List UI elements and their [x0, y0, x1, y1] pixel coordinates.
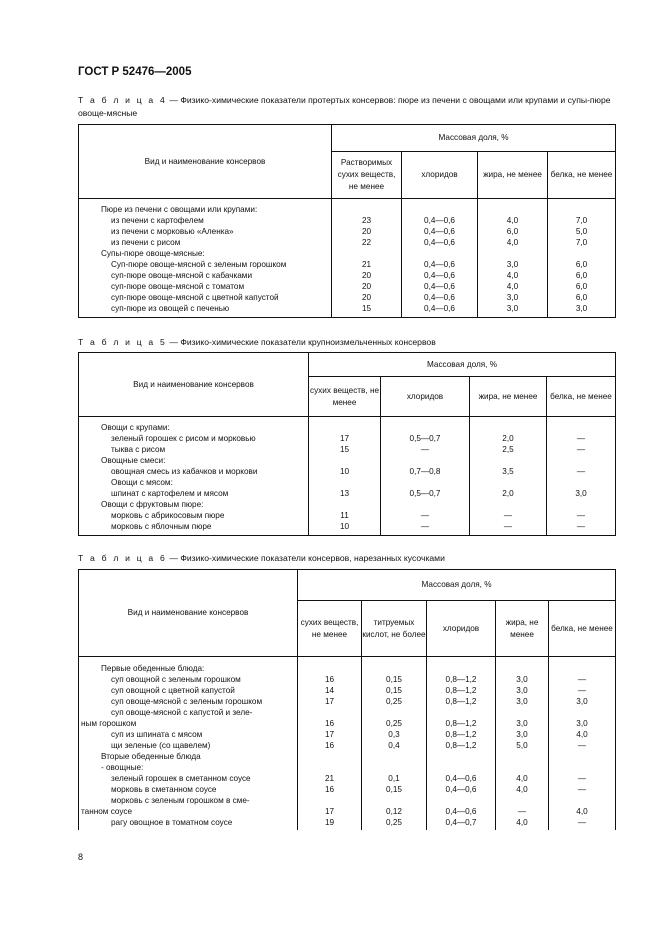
row-value: — [577, 818, 587, 827]
row-value: 0,4—0,6 [445, 807, 477, 816]
row-name: рагу овощное в томатном соусе [111, 818, 233, 827]
row-value [496, 663, 548, 674]
row-value: 3,0 [516, 675, 528, 684]
row-name: Суп-пюре овоще-мясной с зеленым горошком [111, 260, 287, 269]
row-name: Первые обеденные блюда: [101, 664, 205, 673]
row-value: 5,0 [575, 227, 588, 236]
row-name: суп овощной с цветной капустой [111, 686, 235, 695]
row-value: — [420, 522, 430, 531]
row-value: 3,0 [516, 697, 528, 706]
row-value: 0,7—0,8 [409, 467, 441, 476]
row-value: 4,0 [516, 818, 528, 827]
row-name: зеленый горошек с рисом и морковью [111, 434, 256, 443]
row-name: Овощи с мясом: [111, 478, 173, 487]
row-value [549, 795, 615, 806]
row-value: 7,0 [575, 216, 588, 225]
row-value [298, 707, 361, 718]
row-value [298, 751, 361, 762]
row-value [381, 422, 469, 433]
row-value: 0,25 [386, 818, 402, 827]
row-value [548, 248, 615, 259]
row-value: 5,0 [516, 741, 528, 750]
row-value [427, 795, 495, 806]
table-5-col: сухих веществ, не менее [309, 377, 381, 417]
row-value: 6,0 [575, 282, 588, 291]
row-value [362, 795, 426, 806]
row-value [381, 499, 469, 510]
row-value: 0,4—0,6 [424, 293, 455, 302]
row-value [549, 707, 615, 718]
row-value [470, 499, 546, 510]
row-name: танном соусе [81, 807, 133, 816]
row-value [298, 762, 361, 773]
row-value [478, 248, 547, 259]
row-value: 2,5 [502, 445, 514, 454]
row-value: 14 [324, 686, 335, 695]
row-value: 10 [339, 467, 350, 476]
row-name: Вторые обеденные блюда [101, 752, 201, 761]
table-4 [78, 124, 616, 318]
table-6-col: жира, не менее [496, 601, 549, 657]
row-value: 23 [361, 216, 372, 225]
row-value [427, 762, 495, 773]
row-value: — [517, 807, 527, 816]
table-5-body [79, 417, 616, 536]
table-5-head-name: Вид и наименование консервов [79, 353, 309, 417]
row-value: 15 [361, 304, 372, 313]
row-name: щи зеленые (со щавелем) [111, 741, 211, 750]
row-name: из печени с морковью «Аленка» [111, 227, 234, 236]
row-value: 17 [339, 434, 350, 443]
row-value: 15 [339, 445, 350, 454]
row-value: — [577, 774, 587, 783]
table-6-label: Т а б л и ц а 6 [78, 553, 167, 563]
table-6 [78, 569, 616, 830]
row-value [548, 204, 615, 215]
row-value [332, 204, 401, 215]
row-value: 0,8—1,2 [445, 741, 477, 750]
table-4-head-name: Вид и наименование консервов [79, 125, 332, 199]
row-value: 0,8—1,2 [445, 730, 477, 739]
row-value: 4,0 [506, 238, 519, 247]
row-value: 0,25 [386, 719, 402, 728]
row-value: 4,0 [506, 282, 519, 291]
row-value [309, 422, 380, 433]
row-value [547, 499, 615, 510]
row-value [478, 204, 547, 215]
row-value [496, 707, 548, 718]
row-value: 6,0 [575, 271, 588, 280]
page-number: 8 [78, 852, 84, 862]
row-value [496, 751, 548, 762]
row-value: 20 [361, 227, 372, 236]
row-value: 19 [324, 818, 335, 827]
table-5 [78, 352, 616, 536]
row-value: 3,0 [516, 719, 528, 728]
row-value: 0,15 [386, 675, 402, 684]
row-value [427, 707, 495, 718]
row-value: 0,4—0,6 [424, 227, 455, 236]
row-value [549, 751, 615, 762]
row-value [362, 663, 426, 674]
row-value: — [576, 467, 586, 476]
table-4-caption [78, 94, 618, 120]
table-4-head-group: Массовая доля, % [332, 125, 616, 152]
row-value: 0,4—0,6 [424, 238, 455, 247]
row-value: 4,0 [506, 216, 519, 225]
row-name: суп-пюре овоще-мясной с томатом [111, 282, 245, 291]
table-5-col: жира, не менее [470, 377, 547, 417]
row-name: Овощи с фруктовым пюре: [101, 500, 204, 509]
row-value: 16 [324, 785, 335, 794]
row-value: 20 [361, 282, 372, 291]
row-value: 6,0 [575, 293, 588, 302]
row-value: — [577, 785, 587, 794]
row-value: 0,4 [388, 741, 400, 750]
table-4-body [79, 199, 616, 318]
row-value: 3,0 [575, 489, 587, 498]
row-value: 3,5 [502, 467, 514, 476]
row-name: из печени с картофелем [111, 216, 204, 225]
table-5-caption [78, 336, 618, 349]
row-value: — [577, 675, 587, 684]
row-value: — [420, 445, 430, 454]
row-value [381, 477, 469, 488]
row-value [332, 248, 401, 259]
row-name: суп-пюре из овощей с печенью [111, 304, 230, 313]
row-value: 0,4—0,6 [424, 282, 455, 291]
row-value [496, 795, 548, 806]
row-value: — [576, 511, 586, 520]
row-value: 2,0 [502, 434, 514, 443]
row-value [309, 499, 380, 510]
row-value [427, 751, 495, 762]
row-value: 0,8—1,2 [445, 686, 477, 695]
row-value [547, 455, 615, 466]
row-value [362, 762, 426, 773]
row-value: — [577, 741, 587, 750]
table-6-caption-text: — Физико-химические показатели консервов, нарезанных кусочками [166, 553, 445, 563]
row-value: 0,25 [386, 697, 402, 706]
row-value: 0,8—1,2 [445, 719, 477, 728]
row-name: овощная смесь из кабачков и моркови [111, 467, 258, 476]
row-value: — [420, 511, 430, 520]
row-name: - овощные: [101, 763, 144, 772]
row-value: — [576, 445, 586, 454]
row-value [362, 751, 426, 762]
row-value: — [503, 511, 513, 520]
row-value: 0,4—0,6 [424, 304, 455, 313]
row-value: 0,4—0,6 [445, 774, 477, 783]
table-4-col: белка, не менее [548, 152, 616, 199]
table-5-col: белка, не менее [547, 377, 616, 417]
row-value: — [503, 522, 513, 531]
row-value [547, 477, 615, 488]
row-value: 0,4—0,6 [424, 216, 455, 225]
row-name: суп овоще-мясной с капустой и зеле- [111, 708, 253, 717]
row-value: 3,0 [576, 719, 588, 728]
row-value: 16 [324, 719, 335, 728]
row-value [496, 762, 548, 773]
row-name: Супы-пюре овоще-мясные: [101, 249, 205, 258]
row-value: 3,0 [576, 697, 588, 706]
row-value [470, 455, 546, 466]
row-value: — [576, 434, 586, 443]
row-value: 0,8—1,2 [445, 697, 477, 706]
table-6-col: белка, не менее [549, 601, 616, 657]
row-value: 6,0 [506, 227, 519, 236]
row-name: Пюре из печени с овощами или крупами: [101, 205, 258, 214]
row-value [309, 455, 380, 466]
row-value [547, 422, 615, 433]
row-value: 0,5—0,7 [409, 489, 441, 498]
table-6-col: хлоридов [427, 601, 496, 657]
row-name: морковь с абрикосовым пюре [111, 511, 225, 520]
row-value: 16 [324, 741, 335, 750]
table-4-col: хлоридов [402, 152, 478, 199]
row-name: шпинат с картофелем и мясом [111, 489, 229, 498]
row-value [309, 477, 380, 488]
row-value: 4,0 [576, 807, 588, 816]
row-value: 4,0 [576, 730, 588, 739]
row-value: 6,0 [575, 260, 588, 269]
row-name: суп из шпината с мясом [111, 730, 203, 739]
row-value: 20 [361, 271, 372, 280]
table-6-col: титруемых кислот, не более [362, 601, 427, 657]
row-value: 0,8—1,2 [445, 675, 477, 684]
row-value: 3,0 [575, 304, 588, 313]
table-4-label: Т а б л и ц а 4 [78, 95, 167, 105]
row-value: 3,0 [506, 293, 519, 302]
row-value: 3,0 [516, 730, 528, 739]
table-5-col: хлоридов [381, 377, 470, 417]
row-value: 16 [324, 675, 335, 684]
row-name: суп овощной с зеленым горошком [111, 675, 241, 684]
row-value: 0,15 [386, 686, 402, 695]
row-name: морковь в сметанном соусе [111, 785, 217, 794]
row-value [470, 422, 546, 433]
row-name: морковь с яблочным пюре [111, 522, 212, 531]
row-value [427, 663, 495, 674]
row-value: 20 [361, 293, 372, 302]
document-header: ГОСТ Р 52476—2005 [78, 66, 192, 78]
row-value: 4,0 [516, 774, 528, 783]
table-4-caption-text: — Физико-химические показатели протертых консервов: пюре из печени с овощами или крупами и супы-пюре овоще-мясные [78, 95, 611, 118]
row-name: суп овоще-мясной с зеленым горошком [111, 697, 263, 706]
table-6-caption [78, 552, 618, 565]
row-value: 17 [324, 807, 335, 816]
row-value: 0,4—0,7 [445, 818, 477, 827]
row-name: зеленый горошек в сметанном соусе [111, 774, 251, 783]
row-value [362, 707, 426, 718]
row-value [298, 795, 361, 806]
row-value: 0,12 [386, 807, 402, 816]
row-value: 4,0 [516, 785, 528, 794]
row-value: 17 [324, 730, 335, 739]
row-value: 13 [339, 489, 350, 498]
row-name: Овощные смеси: [101, 456, 166, 465]
row-name: тыква с рисом [111, 445, 166, 454]
row-value [402, 204, 477, 215]
row-name: из печени с рисом [111, 238, 181, 247]
row-value: 0,1 [388, 774, 400, 783]
row-value: 3,0 [506, 260, 519, 269]
row-value: 4,0 [506, 271, 519, 280]
row-value: 0,15 [386, 785, 402, 794]
row-value: — [577, 686, 587, 695]
row-value: 0,3 [388, 730, 400, 739]
row-value: 11 [340, 511, 349, 520]
table-6-head-name: Вид и наименование консервов [79, 570, 298, 657]
row-value: 21 [361, 260, 372, 269]
row-value: 0,4—0,6 [424, 260, 455, 269]
table-6-body [79, 657, 616, 831]
row-value [298, 663, 361, 674]
row-name: морковь с зеленым горошком в сме- [111, 796, 250, 805]
row-value: 0,4—0,6 [424, 271, 455, 280]
row-value [381, 455, 469, 466]
table-5-caption-text: — Физико-химические показатели крупноизмельченных консервов [166, 337, 436, 347]
row-value: 10 [339, 522, 350, 531]
table-4-col: жира, не менее [478, 152, 548, 199]
table-6-head-group: Массовая доля, % [298, 570, 616, 601]
table-6-col: сухих веществ, не менее [298, 601, 362, 657]
table-5-head-group: Массовая доля, % [309, 353, 616, 377]
row-value [402, 248, 477, 259]
row-value: — [576, 522, 586, 531]
table-4-col: Растворимых сухих веществ, не менее [332, 152, 402, 199]
row-value [549, 762, 615, 773]
row-name: суп-пюре овоще-мясной с кабачками [111, 271, 253, 280]
row-value: 21 [324, 774, 335, 783]
row-value [549, 663, 615, 674]
row-name: Овощи с крупами: [101, 423, 170, 432]
row-value: 22 [361, 238, 372, 247]
row-value: 3,0 [506, 304, 519, 313]
row-value: 0,4—0,6 [445, 785, 477, 794]
row-name: суп-пюре овоще-мясной с цветной капустой [111, 293, 279, 302]
row-value: 0,5—0,7 [409, 434, 441, 443]
row-value [470, 477, 546, 488]
row-value: 2,0 [502, 489, 514, 498]
row-value: 3,0 [516, 686, 528, 695]
row-name: ным горошком [81, 719, 137, 728]
table-5-label: Т а б л и ц а 5 [78, 337, 167, 347]
row-value: 17 [324, 697, 335, 706]
row-value: 7,0 [575, 238, 588, 247]
